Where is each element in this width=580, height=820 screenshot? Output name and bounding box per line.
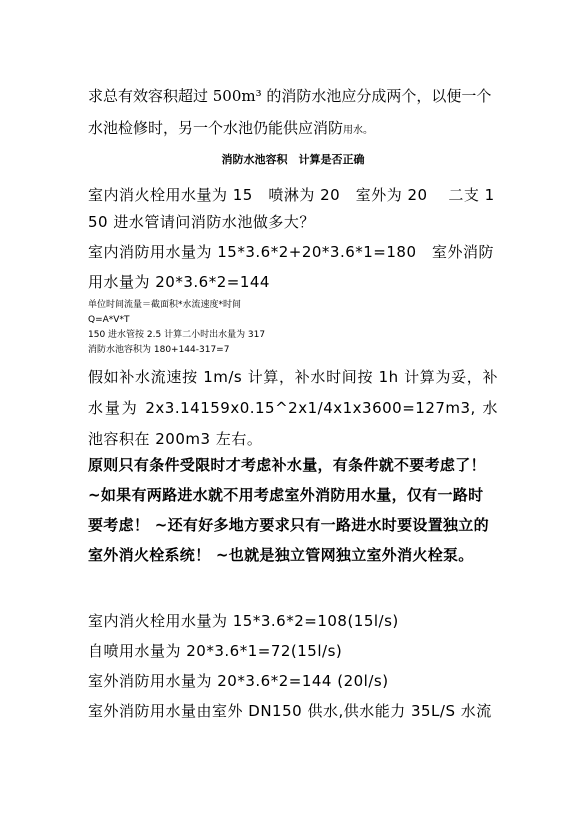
formula-line: 消防水池容积为 180+144-317=7 [88,345,230,355]
calc-line: 自喷用水量为 20*3.6*1=72(15l/s) [88,642,343,660]
question-paragraph: 室内消火栓用水量为 15 喷淋为 20 室外为 20 二支 150 进水管请问消防水池做多大？ [88,186,495,231]
calc-line: 室外消防用水量由室外 DN150 供水,供水能力 35L/S 水流 [88,702,492,720]
section-heading: 消防水池容积 计算是否正确 [221,153,365,166]
intro-small-text: 用水。 [343,125,374,136]
supply-paragraph: 假如补水流速按 1m/s 计算，补水时间按 1h 计算为妥，补水量为 2x3.14159x0.15^2x1/4x1x3600=127m3, 水池容积在 200m3 左右。 [88,368,498,448]
formula-line: 150 进水管按 2.5 计算二小时出水量为 317 [88,330,266,340]
final-calculation [88,606,498,726]
answer-paragraph: 室内消防用水量为 15*3.6*2+20*3.6*1=180 室外消防用水量为 20*3.6*2=144 [88,243,495,291]
calc-line: 室外消防用水量为 20*3.6*2=144 (20l/s) [88,672,389,690]
intro-paragraph [88,80,498,147]
formula-notes [88,298,498,358]
calc-line: 室内消火栓用水量为 15*3.6*2=108(15l/s) [88,612,399,630]
principle-paragraph: 原则只有条件受限时才考虑补水量，有条件就不要考虑了！ ~如果有两路进水就不用考虑室外消防用水量，仅有一路时要考虑！ ~还有好多地方要求只有一路进水时要设置独立的室外消火栓系统！ ~也就是独立管网独立室外消火栓泵。 [88,456,489,564]
formula-line: Q=A*V*T [88,315,130,325]
intro-text: 求总有效容积超过 500m³ 的消防水池应分成两个，以便一个水池检修时，另一个水池仍能供应消防 [88,87,492,137]
formula-line: 单位时间流量＝截面积*水流速度*时间 [88,300,242,310]
